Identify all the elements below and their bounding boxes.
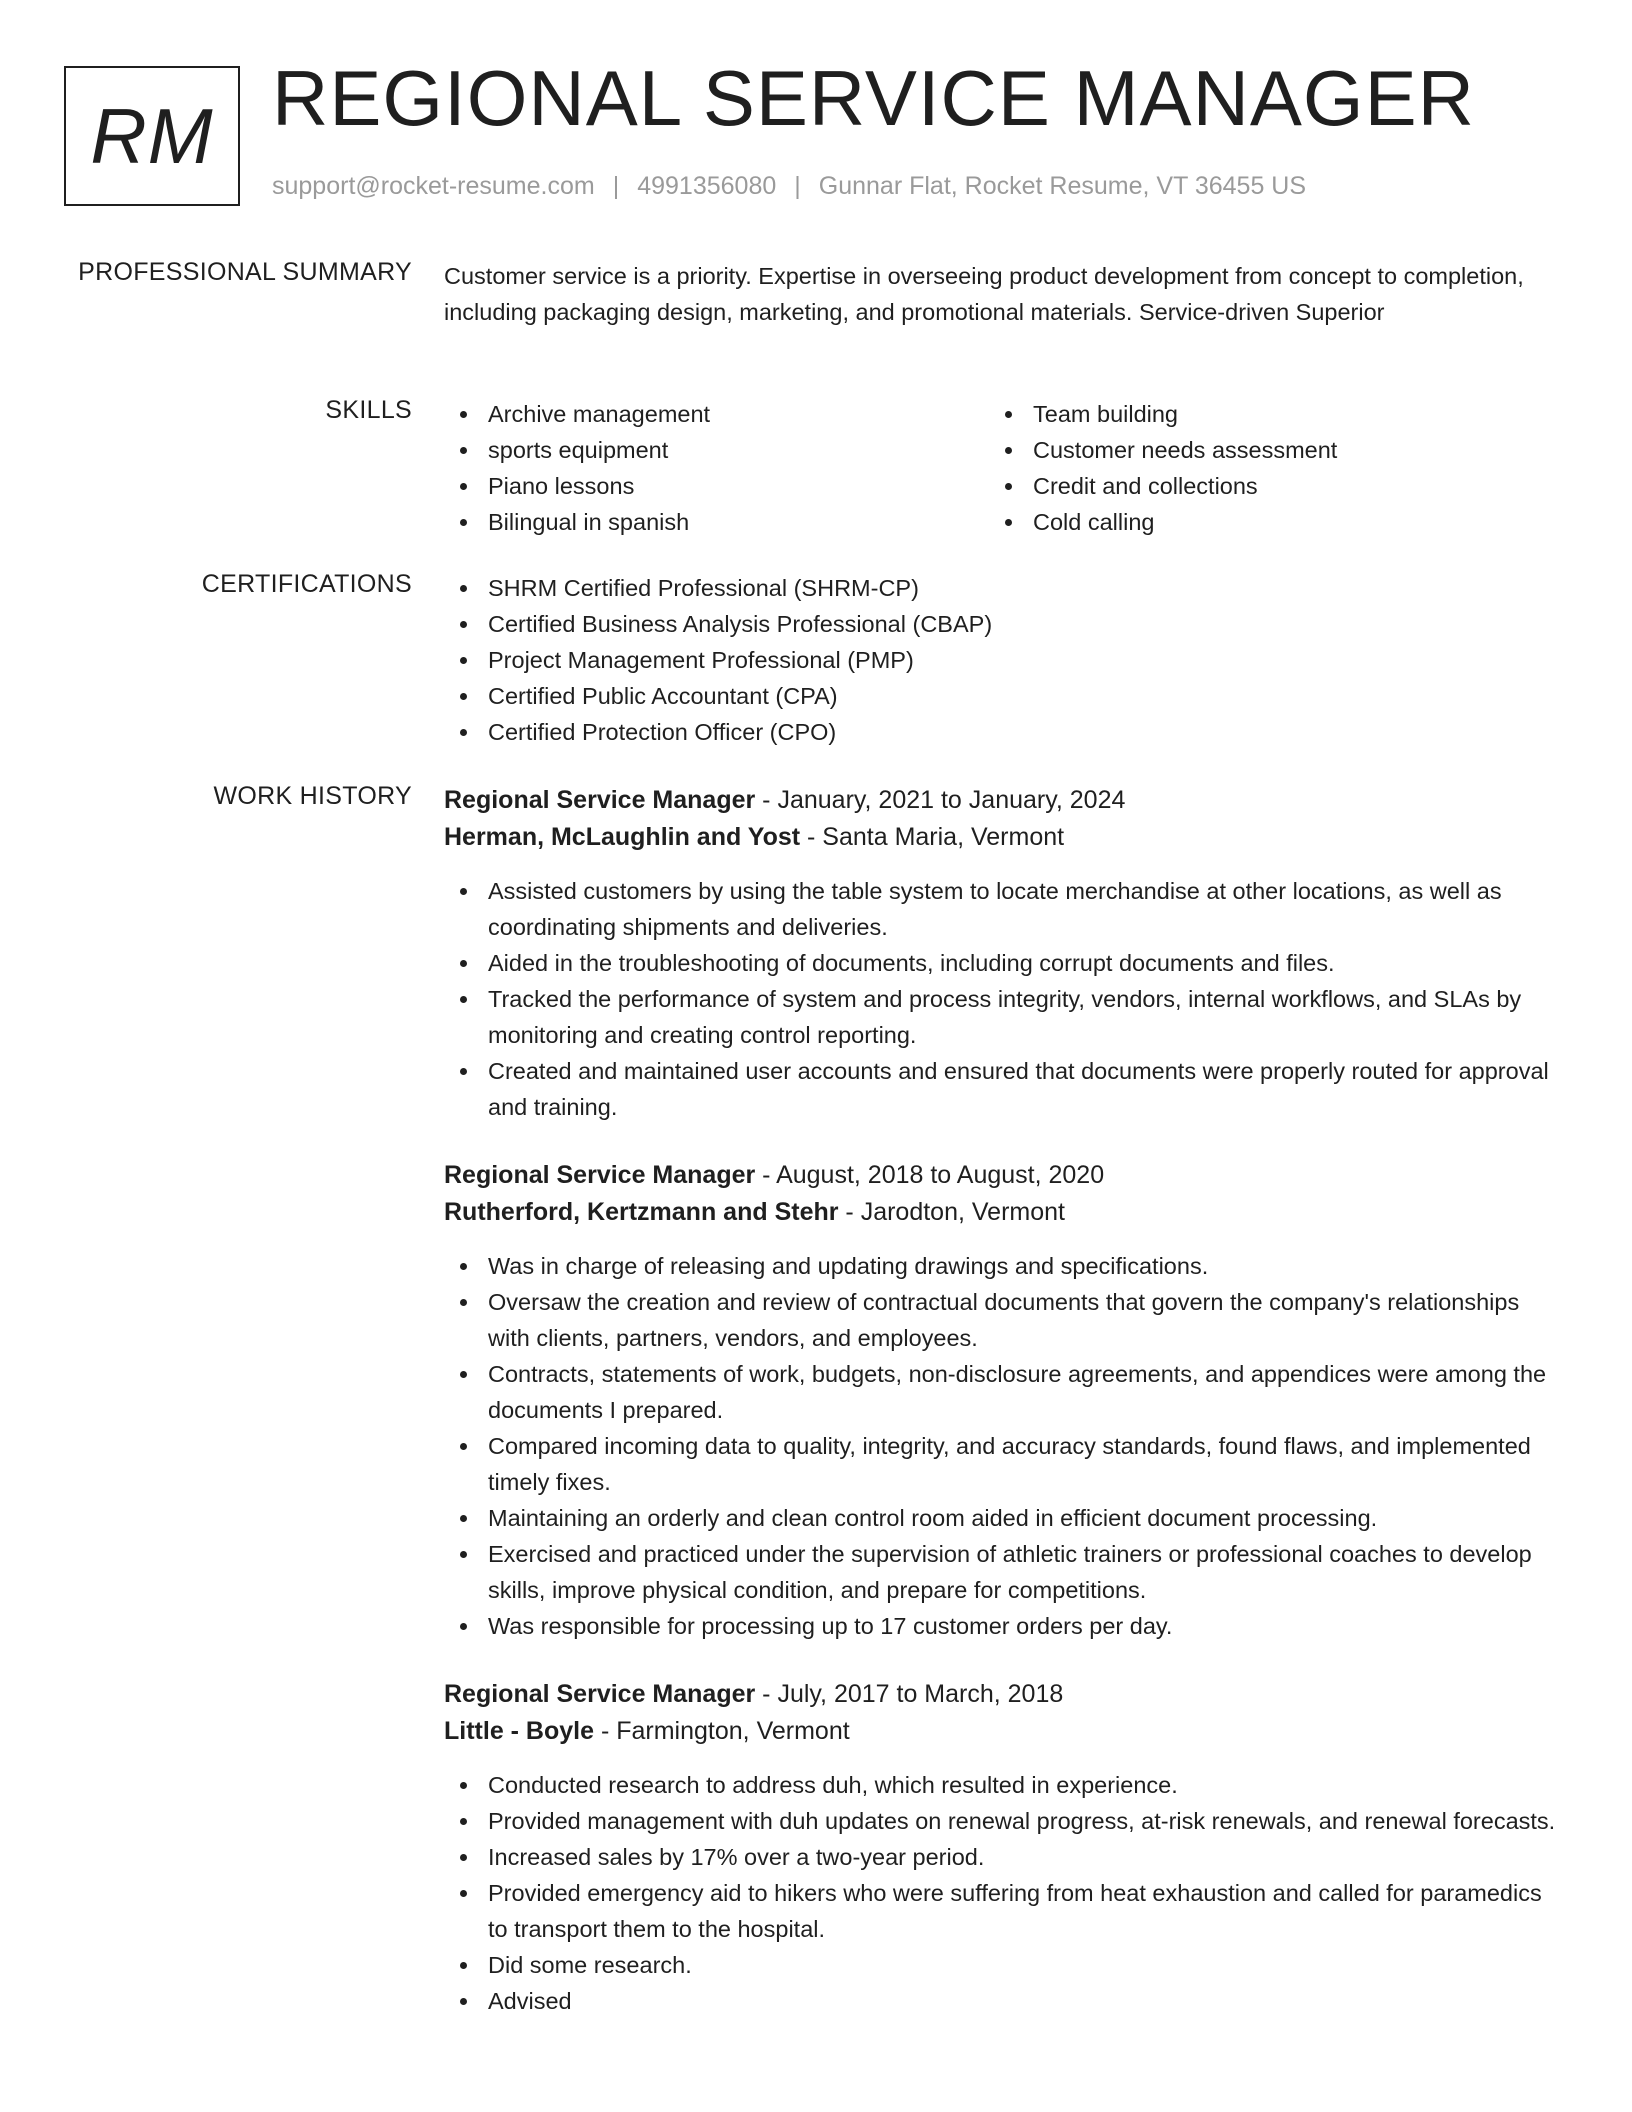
skill-item: Customer needs assessment — [989, 432, 1534, 468]
job-bullets — [444, 1248, 1564, 1644]
job-bullet: Did some research. — [444, 1947, 1564, 1983]
job-company-line — [444, 1194, 1564, 1231]
job-company: Little - Boyle — [444, 1717, 595, 1745]
certification-item: Certified Protection Officer (CPO) — [444, 714, 1564, 750]
job-entry — [444, 782, 1564, 1125]
job-title: Regional Service Manager — [444, 1161, 756, 1189]
job-bullet: Maintaining an orderly and clean control room aided in efficient document processing. — [444, 1500, 1564, 1536]
section-label-work-history: WORK HISTORY — [213, 782, 412, 810]
job-bullet: Assisted customers by using the table system to locate merchandise at other locations, as well as coordinating shipments and deliveries. — [444, 873, 1564, 945]
job-title: Regional Service Manager — [444, 1680, 756, 1708]
skill-item: Team building — [989, 396, 1534, 432]
skill-item: Cold calling — [989, 504, 1534, 540]
certifications-body — [444, 570, 1564, 750]
contact-address: Gunnar Flat, Rocket Resume, VT 36455 US — [818, 172, 1307, 200]
job-bullet: Compared incoming data to quality, integrity, and accuracy standards, found flaws, and implemented timely fixes. — [444, 1428, 1564, 1500]
contact-phone: 4991356080 — [637, 172, 777, 200]
job-bullet: Advised — [444, 1983, 1564, 2019]
contact-separator: | — [794, 172, 801, 200]
section-label-certifications: CERTIFICATIONS — [201, 570, 412, 598]
job-dates: - August, 2018 to August, 2020 — [755, 1161, 1105, 1189]
job-bullet: Provided emergency aid to hikers who were suffering from heat exhaustion and called for paramedics to transport them to the hospital. — [444, 1875, 1564, 1947]
job-title: Regional Service Manager — [444, 786, 756, 814]
job-bullet: Was in charge of releasing and updating drawings and specifications. — [444, 1248, 1564, 1284]
contact-email: support@rocket-resume.com — [272, 172, 595, 200]
job-bullet: Was responsible for processing up to 17 customer orders per day. — [444, 1608, 1564, 1644]
job-bullet: Exercised and practiced under the supervision of athletic trainers or professional coaches to develop skills, improve physical condition, and prepare for competitions. — [444, 1536, 1564, 1608]
skill-item: Archive management — [444, 396, 989, 432]
skill-item: Bilingual in spanish — [444, 504, 989, 540]
job-location: - Farmington, Vermont — [594, 1717, 850, 1745]
job-title-line — [444, 782, 1564, 819]
job-dates: - July, 2017 to March, 2018 — [755, 1680, 1064, 1708]
contact-line — [272, 172, 1306, 201]
skill-item: Piano lessons — [444, 468, 989, 504]
job-bullets — [444, 1767, 1564, 2019]
summary-text: Customer service is a priority. Expertise in overseeing product development from concept to completion, including packaging design, marketing, and promotional materials. Service-driven Superior — [444, 263, 1524, 325]
contact-separator: | — [612, 172, 620, 200]
certification-item: Project Management Professional (PMP) — [444, 642, 1564, 678]
job-title-line — [444, 1676, 1564, 1713]
skills-list-left — [444, 396, 989, 540]
job-company-line — [444, 819, 1564, 856]
job-company: Rutherford, Kertzmann and Stehr — [444, 1198, 839, 1226]
job-bullet: Aided in the troubleshooting of documents, including corrupt documents and files. — [444, 945, 1564, 981]
skill-item: Credit and collections — [989, 468, 1534, 504]
resume-name: REGIONAL SERVICE MANAGER — [272, 54, 1475, 142]
job-bullet: Conducted research to address duh, which resulted in experience. — [444, 1767, 1564, 1803]
job-entry — [444, 1676, 1564, 2019]
certification-item: Certified Public Accountant (CPA) — [444, 678, 1564, 714]
job-location: - Jarodton, Vermont — [838, 1198, 1065, 1226]
job-bullet: Tracked the performance of system and process integrity, vendors, internal workflows, and SLAs by monitoring and creating control reporting. — [444, 981, 1564, 1053]
skills-grid — [444, 396, 1564, 540]
job-bullet: Increased sales by 17% over a two-year period. — [444, 1839, 1564, 1875]
job-bullet: Provided management with duh updates on renewal progress, at-risk renewals, and renewal forecasts. — [444, 1803, 1564, 1839]
job-bullet: Oversaw the creation and review of contractual documents that govern the company's relationships with clients, partners, vendors, and employees. — [444, 1284, 1564, 1356]
monogram-initials: RM — [90, 91, 214, 180]
monogram-box — [64, 66, 240, 206]
job-dates: - January, 2021 to January, 2024 — [755, 786, 1126, 814]
section-label-summary: PROFESSIONAL SUMMARY — [78, 258, 412, 286]
job-bullet: Created and maintained user accounts and ensured that documents were properly routed for approval and training. — [444, 1053, 1564, 1125]
certifications-list — [444, 570, 1564, 750]
job-company-line — [444, 1713, 1564, 1750]
job-title-line — [444, 1157, 1564, 1194]
job-location: - Santa Maria, Vermont — [800, 823, 1065, 851]
job-entry — [444, 1157, 1564, 1644]
certification-item: SHRM Certified Professional (SHRM-CP) — [444, 570, 1564, 606]
skills-list-right — [989, 396, 1534, 540]
summary-body — [444, 258, 1564, 330]
skill-item: sports equipment — [444, 432, 989, 468]
job-bullets — [444, 873, 1564, 1125]
job-bullet: Contracts, statements of work, budgets, non-disclosure agreements, and appendices were among the documents I prepared. — [444, 1356, 1564, 1428]
certification-item: Certified Business Analysis Professional (CBAP) — [444, 606, 1564, 642]
work-history-body — [444, 782, 1564, 2019]
section-label-skills: SKILLS — [325, 396, 412, 424]
job-company: Herman, McLaughlin and Yost — [444, 823, 801, 851]
